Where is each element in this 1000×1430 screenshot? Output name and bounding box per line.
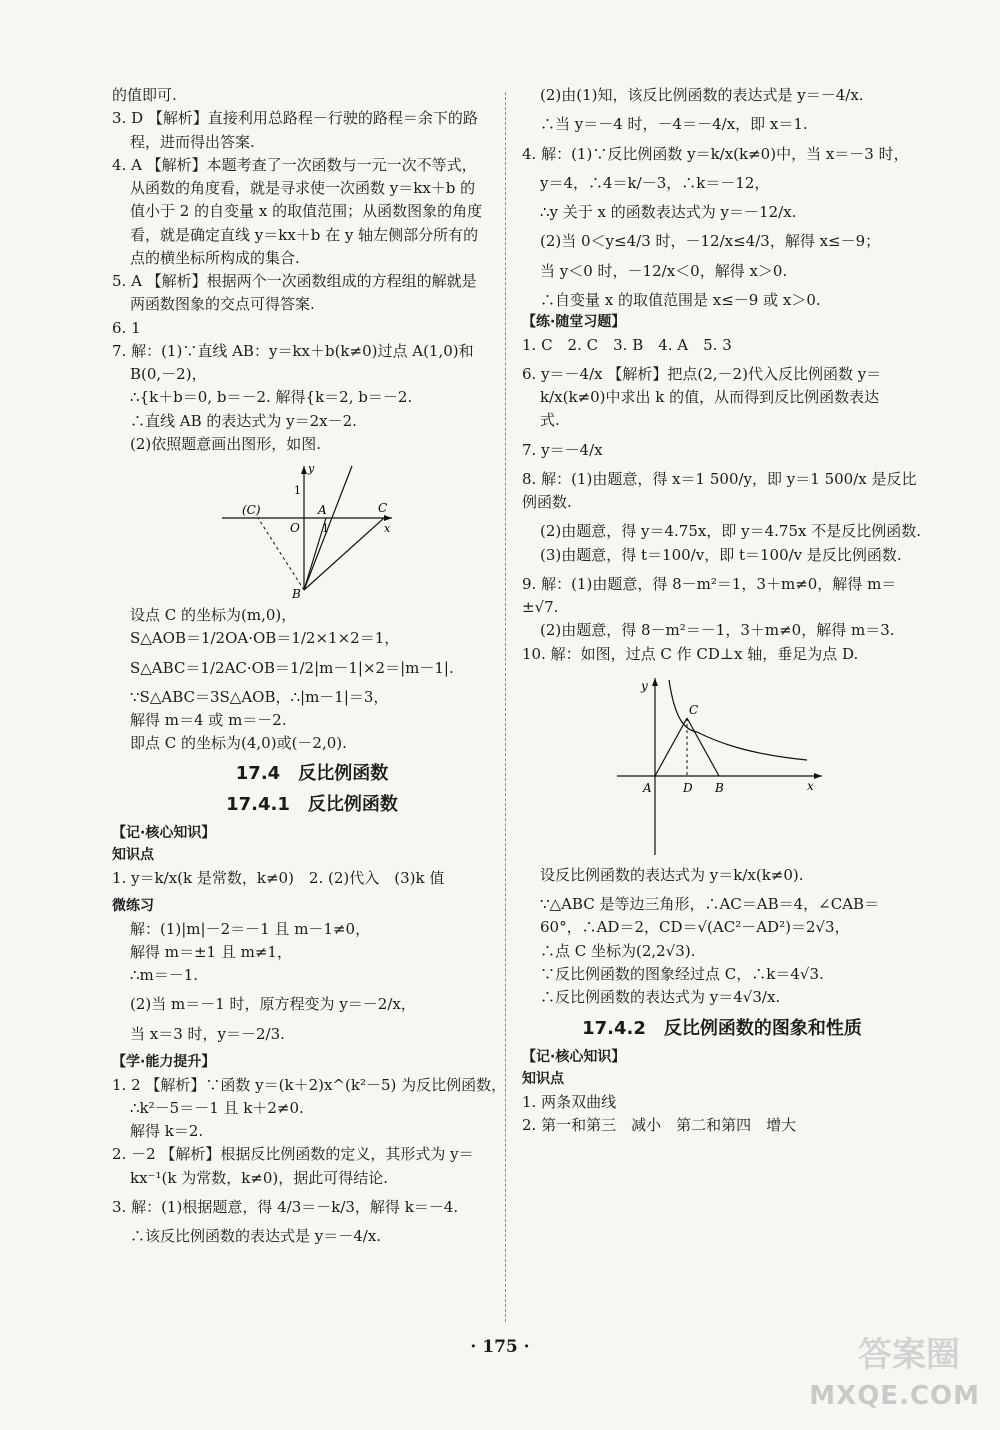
text-line: (2)依照题意画出图形，如图. bbox=[130, 434, 322, 453]
fig2-label-a: A bbox=[643, 780, 652, 795]
text-line: 知识点 bbox=[522, 1071, 564, 1088]
fig1-label-c-paren: (C) bbox=[242, 503, 261, 517]
text-line: (2)由题意，得 8－m²＝－1，3＋m≠0，解得 m＝3. bbox=[540, 621, 895, 640]
fig2-label-c: C bbox=[689, 702, 699, 717]
text-line: 1. 2 【解析】∵函数 y＝(k＋2)x^(k²－5) 为反比例函数， bbox=[112, 1075, 507, 1094]
watermark-logo: 答案圈 bbox=[858, 1335, 960, 1376]
text-line: 设反比例函数的表达式为 y＝k/x(k≠0). bbox=[540, 865, 804, 884]
text-line: 知识点 bbox=[112, 846, 154, 863]
text-line: 即点 C 的坐标为(4,0)或(－2,0). bbox=[130, 734, 347, 753]
text-line: ∴{k＋b＝0, b＝－2. 解得{k＝2, b＝－2. bbox=[130, 388, 413, 407]
text-line: (2)当 0＜y≤4/3 时，－12/x≤4/3，解得 x≤－9； bbox=[540, 232, 881, 251]
text-line: ∴m＝－1. bbox=[130, 966, 199, 985]
text-line: 当 y＜0 时，－12/x＜0，解得 x＞0. bbox=[540, 261, 788, 280]
text-line: 程，进而得出答案. bbox=[130, 132, 255, 151]
text-line: 3. D 【解析】直接利用总路程－行驶的路程＝余下的路 bbox=[112, 109, 478, 128]
text-line: ∴该反比例函数的表达式是 y＝－4/x. bbox=[130, 1227, 382, 1246]
text-line: 7. y＝－4/x bbox=[522, 440, 603, 459]
fig1-label-x: x bbox=[384, 522, 391, 535]
text-line: 10. 解：如图，过点 C 作 CD⊥x 轴，垂足为点 D. bbox=[522, 644, 859, 663]
text-line: 的值即可. bbox=[112, 86, 177, 104]
text-line: S△AOB＝1/2OA·OB＝1/2×1×2＝1， bbox=[130, 629, 400, 648]
text-line: 看，就是确定直线 y＝kx＋b 在 y 轴左侧部分所有的 bbox=[130, 225, 479, 244]
fig2-label-b: B bbox=[715, 780, 724, 795]
left-text-block-1 bbox=[112, 84, 512, 456]
text-line: y＝4，∴4＝k/－3，∴k＝－12， bbox=[540, 173, 770, 192]
right-text-block-2 bbox=[522, 864, 922, 1010]
text-line: S△ABC＝1/2AC·OB＝1/2|m－1|×2＝|m－1|. bbox=[130, 658, 454, 677]
text-line: 【练·随堂习题】 bbox=[522, 314, 626, 330]
text-line: ∴点 C 坐标为(2,2√3). bbox=[540, 941, 696, 960]
text-line: kx⁻¹(k 为常数，k≠0)，据此可得结论. bbox=[130, 1168, 389, 1187]
left-text-block-2 bbox=[112, 604, 512, 756]
text-line: ∵反比例函数的图象经过点 C，∴k＝4√3. bbox=[540, 964, 824, 983]
right-column bbox=[522, 84, 922, 1137]
text-line: 点的横坐标所构成的集合. bbox=[130, 248, 300, 267]
text-line: k/x(k≠0)中求出 k 的值，从而得到反比例函数表达 bbox=[540, 388, 880, 407]
text-line: 两函数图象的交点可得答案. bbox=[130, 295, 315, 314]
section-heading-17-4-1: 17.4.1 反比例函数 bbox=[226, 794, 398, 816]
text-line: ∴y 关于 x 的函数表达式为 y＝－12/x. bbox=[540, 203, 797, 221]
text-line: 4. 解：(1)∵反比例函数 y＝k/x(k≠0)中，当 x＝－3 时， bbox=[522, 144, 909, 163]
right-text-block-1 bbox=[522, 84, 922, 666]
figure-equilateral-triangle bbox=[607, 670, 837, 860]
text-line: 1. 两条双曲线 bbox=[522, 1092, 617, 1111]
fig1-label-y: y bbox=[308, 462, 315, 475]
text-line: 值小于 2 的自变量 x 的取值范围；从函数图象的角度 bbox=[130, 202, 483, 221]
section-heading-17-4: 17.4 反比例函数 bbox=[235, 762, 389, 784]
text-line: 6. y＝－4/x 【解析】把点(2,－2)代入反比例函数 y＝ bbox=[522, 364, 882, 383]
fig1-label-1-x: 1 bbox=[322, 522, 329, 535]
text-line: ∵△ABC 是等边三角形，∴AC＝AB＝4，∠CAB＝ bbox=[540, 895, 880, 914]
fig1-label-a: A bbox=[318, 503, 327, 517]
text-line: 【记·核心知识】 bbox=[112, 825, 216, 842]
watermark-text: MXQE.COM bbox=[809, 1380, 980, 1411]
text-line: 式. bbox=[540, 411, 560, 430]
text-line: 6. 1 bbox=[112, 318, 141, 337]
text-line: 【学·能力提升】 bbox=[112, 1053, 216, 1070]
text-line: 2. 第一和第三 减小 第二和第四 增大 bbox=[522, 1115, 797, 1134]
text-line: ∴直线 AB 的表达式为 y＝2x－2. bbox=[130, 411, 357, 430]
text-line: 1. C 2. C 3. B 4. A 5. 3 bbox=[522, 335, 732, 354]
text-line: ∴k²－5＝－1 且 k＋2≠0. bbox=[130, 1098, 304, 1117]
text-line: ∵S△ABC＝3S△AOB，∴|m－1|＝3， bbox=[130, 687, 389, 706]
text-line: 2. －2 【解析】根据反比例函数的定义，其形式为 y＝ bbox=[112, 1145, 474, 1164]
text-line: 9. 解：(1)由题意，得 8－m²＝1，3＋m≠0，解得 m＝±√7. bbox=[522, 574, 897, 617]
text-line: ∴当 y＝－4 时，－4＝－4/x，即 x＝1. bbox=[540, 115, 808, 134]
text-line: 解得 k＝2. bbox=[130, 1122, 204, 1141]
fig1-label-1-y: 1 bbox=[294, 484, 301, 497]
section-heading-17-4-2: 17.4.2 反比例函数的图象和性质 bbox=[582, 1018, 862, 1040]
text-line: (2)由题意，得 y＝4.75x，即 y＝4.75x 不是反比例函数. bbox=[540, 522, 921, 541]
right-text-block-3 bbox=[522, 1047, 922, 1137]
text-line: 1. y＝k/x(k 是常数，k≠0) 2. (2)代入 (3)k 值 bbox=[112, 868, 445, 887]
text-line: 【记·核心知识】 bbox=[522, 1049, 626, 1066]
fig2-label-y: y bbox=[641, 678, 648, 693]
page-number: · 175 · bbox=[470, 1337, 530, 1357]
text-line: (2)当 m＝－1 时，原方程变为 y＝－2/x， bbox=[130, 995, 416, 1014]
figure-line-ab bbox=[212, 460, 412, 600]
text-line: (3)由题意，得 t＝100/v，即 t＝100/v 是反比例函数. bbox=[540, 545, 902, 564]
text-line: 解得 m＝4 或 m＝－2. bbox=[130, 711, 287, 729]
text-line: B(0,－2)， bbox=[130, 365, 207, 383]
text-line: 解得 m＝±1 且 m≠1， bbox=[130, 942, 292, 961]
text-line: 3. 解：(1)根据题意，得 4/3＝－k/3，解得 k＝－4. bbox=[112, 1197, 459, 1216]
text-line: 4. A 【解析】本题考查了一次函数与一元一次不等式， bbox=[112, 155, 477, 174]
left-column bbox=[112, 84, 512, 1248]
text-line: ∴反比例函数的表达式为 y＝4√3/x. bbox=[540, 988, 781, 1007]
fig1-label-c: C bbox=[378, 501, 388, 515]
fig1-label-o: O bbox=[290, 521, 300, 535]
text-line: 5. A 【解析】根据两个一次函数组成的方程组的解就是 bbox=[112, 272, 477, 290]
text-line: 设点 C 的坐标为(m,0)， bbox=[130, 606, 297, 624]
left-text-block-3 bbox=[112, 823, 512, 1248]
fig1-label-b: B bbox=[292, 587, 301, 600]
text-line: (2)由(1)知，该反比例函数的表达式是 y＝－4/x. bbox=[540, 86, 864, 104]
fig2-label-d: D bbox=[683, 780, 693, 795]
text-line: 从函数的角度看，就是寻求使一次函数 y＝kx＋b 的 bbox=[130, 179, 476, 197]
text-line: 解：(1)|m|－2＝－1 且 m－1≠0， bbox=[130, 919, 371, 938]
text-line: 60°，∴AD＝2，CD＝√(AC²－AD²)＝2√3， bbox=[540, 918, 850, 937]
text-line: 微练习 bbox=[112, 897, 154, 914]
fig2-label-x: x bbox=[807, 778, 814, 793]
text-line: 当 x＝3 时，y＝－2/3. bbox=[130, 1024, 285, 1043]
text-line: 8. 解：(1)由题意，得 x＝1 500/y，即 y＝1 500/x 是反比例函数. bbox=[522, 469, 917, 512]
text-line: ∴自变量 x 的取值范围是 x≤－9 或 x＞0. bbox=[540, 290, 821, 309]
text-line: 7. 解：(1)∵直线 AB：y＝kx＋b(k≠0)过点 A(1,0)和 bbox=[112, 341, 474, 360]
